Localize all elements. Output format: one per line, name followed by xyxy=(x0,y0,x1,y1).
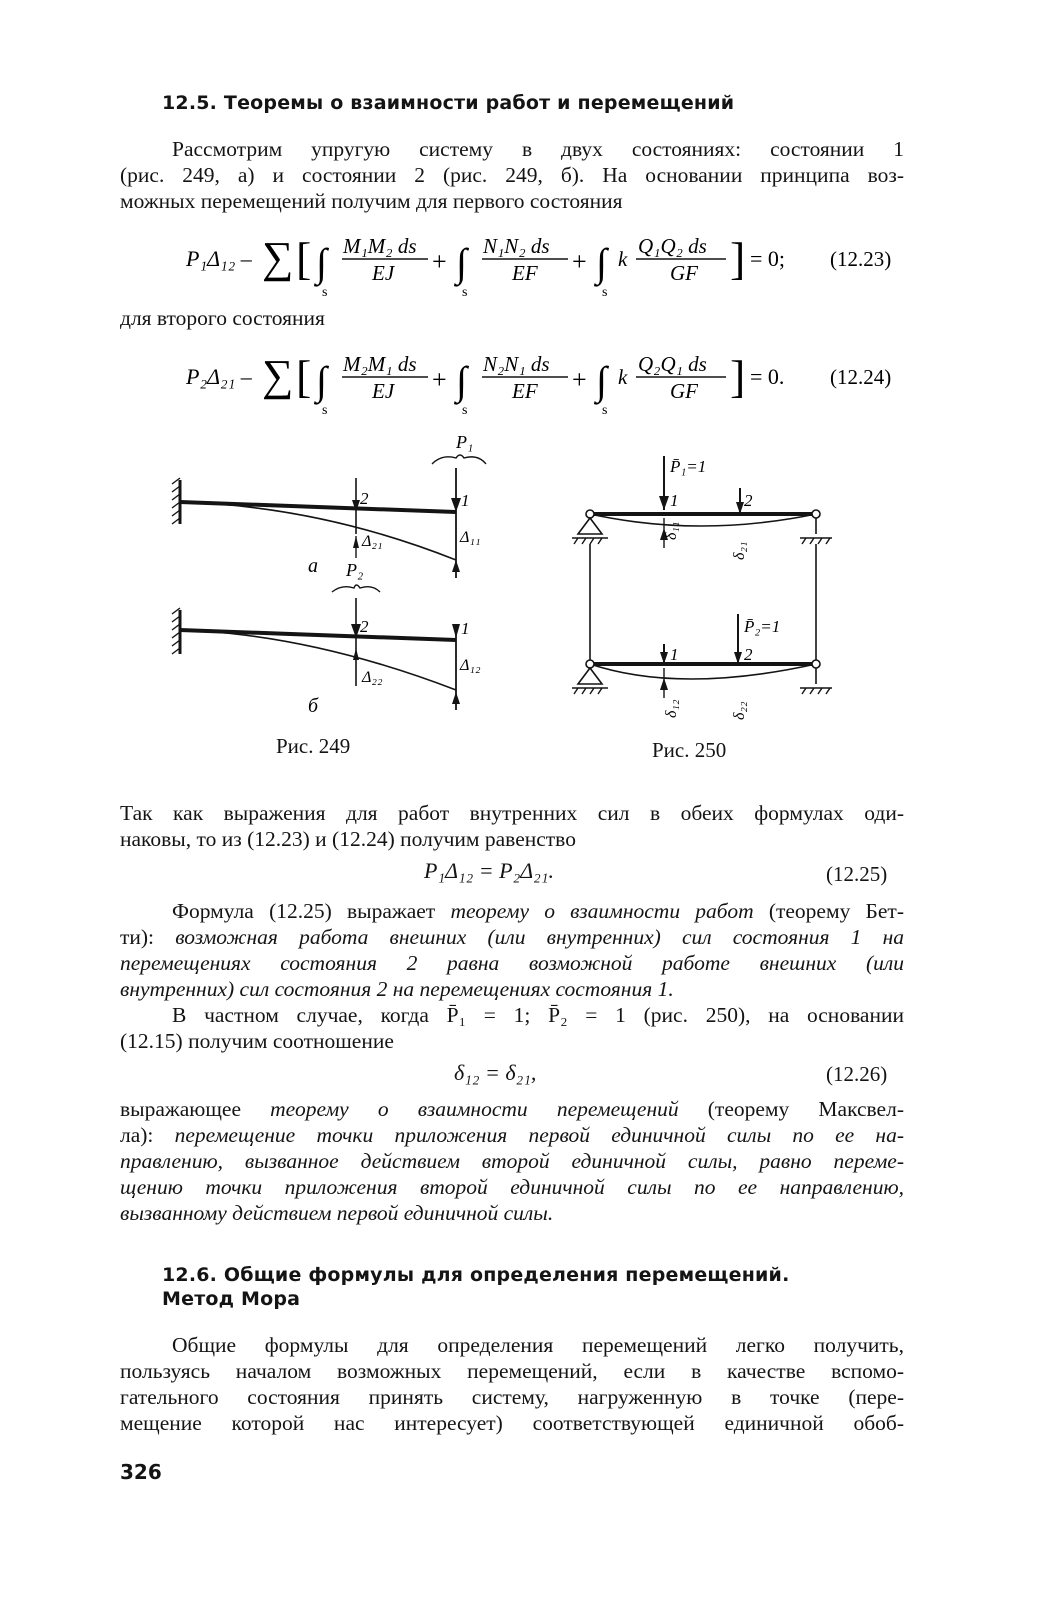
frac-numerator: N₁N₂ ds xyxy=(483,234,550,258)
delta-label-12: δ₁₂ xyxy=(663,699,680,718)
load-label-p2: P̄₂=1 xyxy=(744,617,781,636)
emphasis-text: возможная работа внешних (или внутренних) сил состояния 1 на xyxy=(175,925,904,949)
arrow-down-icon xyxy=(659,496,669,510)
eq-label: (12.23) xyxy=(830,247,892,271)
section-heading-12-6: 12.6. Общие формулы для определения перемещений. xyxy=(162,1264,790,1286)
text-line: внутренних) сил состояния 2 на перемещениях состояния 1. xyxy=(120,977,674,1001)
paragraph-special-case xyxy=(120,1002,904,1054)
equation-12-24 xyxy=(150,336,910,420)
text-line: пользуясь началом возможных перемещений, если в качестве вспомо- xyxy=(120,1359,904,1383)
page-number: 326 xyxy=(120,1460,162,1484)
frac-denominator: GF xyxy=(670,261,698,285)
figure-249 xyxy=(160,428,520,728)
text-line: В частном случае, когда P̄₁ = 1; P̄₂ = 1 (рис. 250), на основании xyxy=(172,1003,904,1027)
intro-paragraph xyxy=(120,136,904,214)
paragraph-mohr-method xyxy=(120,1332,904,1436)
sum-symbol: ∑ xyxy=(262,351,294,400)
beam-deflection-curve xyxy=(590,664,816,679)
pin-support-icon xyxy=(578,518,602,534)
integral-subscript: s xyxy=(602,285,608,298)
frac-denominator: EF xyxy=(512,261,538,285)
sum-symbol: ∑ xyxy=(262,233,294,282)
plus-sign: + xyxy=(572,365,587,394)
eq-label: (12.24) xyxy=(830,365,892,389)
integral-subscript: s xyxy=(322,403,328,418)
paragraph-betti-theorem xyxy=(120,898,904,1002)
text-span: ла): xyxy=(120,1123,175,1147)
load-brace xyxy=(332,585,380,592)
arrow-down-icon xyxy=(452,624,460,638)
text-line xyxy=(120,1122,904,1148)
coef-k: k xyxy=(618,365,628,389)
section-heading-12-6-line2: Метод Мора xyxy=(162,1288,301,1310)
text-line: правлению, вызванное действием второй единичной силы, равно переме- xyxy=(120,1149,904,1173)
ground-hatching xyxy=(572,688,608,694)
load-label-p1: P₁ xyxy=(456,432,474,452)
integral-symbol: ∫ xyxy=(316,358,327,403)
text-line: можных перемещений получим для первого состояния xyxy=(120,189,623,213)
point-label-1: 1 xyxy=(461,619,470,638)
frac-numerator: Q₁Q₂ ds xyxy=(638,234,707,258)
text-line: (рис. 249, а) и состоянии 2 (рис. 249, б). На основании принципа воз- xyxy=(120,163,904,187)
arrow-up-icon xyxy=(452,692,460,704)
bracket-close: ] xyxy=(730,351,746,402)
emphasis-text: теорему о взаимности работ xyxy=(450,899,754,923)
integral-symbol: ∫ xyxy=(596,358,607,403)
plus-sign: + xyxy=(432,247,447,276)
arrow-up-icon xyxy=(353,648,359,660)
text-line: (12.15) получим соотношение xyxy=(120,1029,394,1053)
integral-symbol: ∫ xyxy=(596,240,607,285)
integral-symbol: ∫ xyxy=(456,358,467,403)
hinge-icon xyxy=(812,660,820,668)
equation-label-12-26: (12.26) xyxy=(826,1062,888,1086)
arrow-up-icon xyxy=(660,678,668,690)
point-label-1: 1 xyxy=(670,491,679,510)
point-label-2: 2 xyxy=(744,645,753,664)
text-span: (теорему Бет- xyxy=(753,899,904,923)
text-line: наковы, то из (12.23) и (12.24) получим равенство xyxy=(120,827,576,851)
equation-label-12-25: (12.25) xyxy=(826,862,888,886)
ground-hatching xyxy=(800,688,832,694)
integral-subscript: s xyxy=(462,403,468,418)
paragraph-maxwell-theorem xyxy=(120,1096,904,1226)
integral-subscript: s xyxy=(462,285,468,298)
eq-rhs: = 0. xyxy=(750,364,785,389)
equation-12-25: P₁Δ₁₂ = P₂Δ₂₁. xyxy=(424,858,554,883)
ground-hatching xyxy=(572,538,608,544)
figure-250-caption: Рис. 250 xyxy=(652,738,727,762)
text-line: Рассмотрим упругую систему в двух состояниях: состоянии 1 xyxy=(172,137,904,161)
text-span: Формула (12.25) выражает xyxy=(172,899,451,923)
frac-numerator: M₂M₁ ds xyxy=(343,352,417,376)
emphasis-text: теорему о взаимности перемещений xyxy=(270,1097,679,1121)
load-brace xyxy=(432,455,486,464)
eq-rhs: = 0; xyxy=(750,246,786,271)
frac-numerator: Q₂Q₁ ds xyxy=(638,352,707,376)
integral-subscript: s xyxy=(602,403,608,418)
second-state-text: для второго состояния xyxy=(120,306,325,330)
load-label-p2: P₂ xyxy=(346,560,364,580)
delta-label-22: Δ₂₂ xyxy=(362,669,383,686)
frac-denominator: EJ xyxy=(372,261,395,285)
delta-label-11: δ₁₁ xyxy=(663,521,680,540)
section-heading-12-5: 12.5. Теоремы о взаимности работ и перемещений xyxy=(162,92,735,114)
coef-k: k xyxy=(618,247,628,271)
text-line: Общие формулы для определения перемещений легко получить, xyxy=(172,1333,904,1357)
point-label-2: 2 xyxy=(360,489,369,508)
arrow-up-icon xyxy=(452,560,460,572)
text-span: выражающее xyxy=(120,1097,271,1121)
bracket-open: [ xyxy=(296,351,312,402)
frac-denominator: EF xyxy=(512,379,538,403)
paragraph-internal-work xyxy=(120,800,904,852)
frac-numerator: M₁M₂ ds xyxy=(343,234,417,258)
point-label-2: 2 xyxy=(360,617,369,636)
delta-label-11: Δ₁₁ xyxy=(460,529,481,546)
delta-label-21: Δ₂₁ xyxy=(362,533,383,550)
subfigure-label-b: б xyxy=(308,695,319,717)
text-line: Так как выражения для работ внутренних сил в обеих формулах оди- xyxy=(120,801,904,825)
delta-label-22: δ₂₂ xyxy=(731,701,748,720)
figure-250 xyxy=(560,448,860,738)
text-line: вызванному действием первой единичной силы. xyxy=(120,1201,554,1225)
frac-denominator: EJ xyxy=(372,379,395,403)
text-line xyxy=(120,924,904,950)
integral-symbol: ∫ xyxy=(316,240,327,285)
text-line: перемещениях состояния 2 равна возможной работе внешних (или xyxy=(120,951,904,975)
equation-12-23 xyxy=(150,218,910,298)
text-line: мещение которой нас интересует) соответствующей единичной обоб- xyxy=(120,1411,904,1435)
ground-hatching xyxy=(800,538,832,544)
text-span: ти): xyxy=(120,925,176,949)
hinge-icon xyxy=(812,510,820,518)
text-line xyxy=(120,898,904,924)
equation-12-26: δ₁₂ = δ₂₁, xyxy=(454,1060,537,1085)
point-label-2: 2 xyxy=(744,491,753,510)
delta-label-21: δ₂₁ xyxy=(731,541,748,560)
frac-numerator: N₂N₁ ds xyxy=(483,352,550,376)
text-span: (теорему Максвел- xyxy=(678,1097,904,1121)
bracket-close: ] xyxy=(730,233,746,284)
delta-label-12: Δ₁₂ xyxy=(460,657,481,674)
plus-sign: + xyxy=(572,247,587,276)
text-line: гательного состояния принять систему, нагруженную в точке (пере- xyxy=(120,1385,904,1409)
point-label-1: 1 xyxy=(670,645,679,664)
frac-denominator: GF xyxy=(670,379,698,403)
point-label-1: 1 xyxy=(461,491,470,510)
pin-support-icon xyxy=(578,668,602,684)
subfigure-label-a: а xyxy=(308,555,318,577)
eq-lhs: P₂Δ₂₁ – xyxy=(186,364,252,389)
text-line xyxy=(120,1096,904,1122)
integral-subscript: s xyxy=(322,285,328,298)
emphasis-text: перемещение точки приложения первой единичной силы по ее на- xyxy=(174,1123,905,1147)
text-line: щению точки приложения второй единичной силы по ее направлению, xyxy=(120,1175,904,1199)
eq-lhs: P₁Δ₁₂ – xyxy=(186,246,252,271)
integral-symbol: ∫ xyxy=(456,240,467,285)
load-label-p1: P̄₁=1 xyxy=(670,457,707,476)
plus-sign: + xyxy=(432,365,447,394)
bracket-open: [ xyxy=(296,233,312,284)
beam-undeformed xyxy=(180,630,456,640)
figure-249-caption: Рис. 249 xyxy=(276,734,351,758)
